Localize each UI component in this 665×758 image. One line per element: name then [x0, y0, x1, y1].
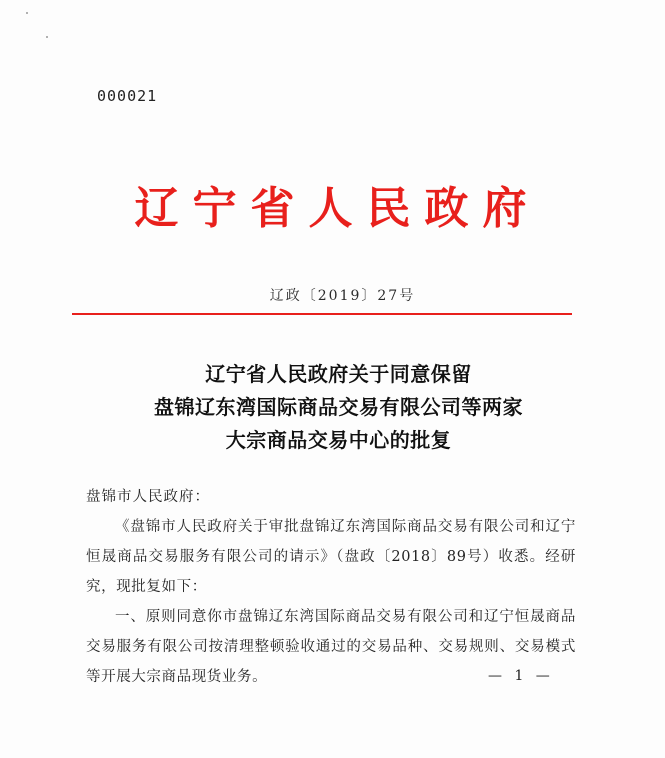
- body-paragraph: 一、原则同意你市盘锦辽东湾国际商品交易有限公司和辽宁恒晟商品交易服务有限公司按清理整顿验收通过的交易品种、交易规则、交易模式等开展大宗商品现货业务。: [86, 609, 576, 685]
- issuer-masthead: 辽宁省人民政府: [134, 183, 541, 234]
- document-serial-number: 000021: [97, 87, 158, 105]
- page-number: — 1 —: [488, 668, 554, 684]
- title-line: 大宗商品交易中心的批复: [225, 428, 452, 452]
- title-line: 盘锦辽东湾国际商品交易有限公司等两家: [154, 395, 523, 419]
- scan-speck: [26, 12, 28, 14]
- red-separator-line: [72, 313, 572, 315]
- body-paragraph: 《盘锦市人民政府关于审批盘锦辽东湾国际商品交易有限公司和辽宁恒晟商品交易服务有限公司的请示》（盘政〔2018〕89号）收悉。经研究，现批复如下：: [86, 519, 576, 595]
- reference-number: 辽政〔2019〕27号: [269, 288, 416, 304]
- document-body: [86, 482, 576, 692]
- scan-speck: [46, 36, 48, 38]
- document-title: [0, 358, 665, 457]
- addressee: 盘锦市人民政府：: [86, 489, 210, 505]
- title-line: 辽宁省人民政府关于同意保留: [205, 362, 472, 386]
